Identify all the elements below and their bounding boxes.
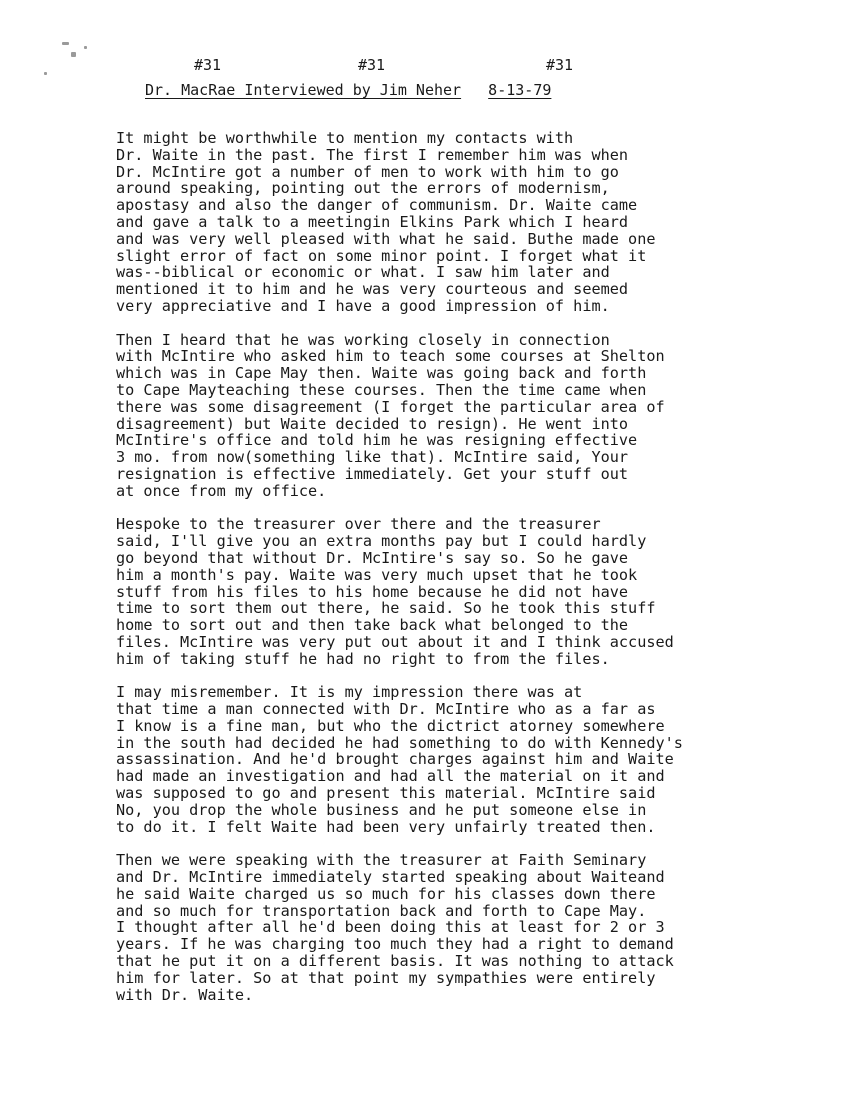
paragraph-5: Then we were speaking with the treasurer at Faith Seminary and Dr. McIntire immediately started speaking about Waiteand he said Waite charged us so much for his classes down there and so much for transportation back and forth to Cape May. I thought after all he'd been doing this at least for 2 or 3 years. If he was charging too much they had a right to demand that he put it on a different basis. It was nothing to attack him for later. So at that point my sympathies were entirely with Dr. Waite. (116, 851, 674, 1004)
paragraph-2: Then I heard that he was working closely in connection with McIntire who asked him to teach some courses at Shelton which was in Cape May then. Waite was going back and forth to Cape Mayteaching these courses. Then the time came when there was some disagreement (I forget the particular area of disagreement) but Waite decided to resign). He went into McIntire's office and told him he was resigning effective 3 mo. from now(something like that). McIntire said, Your resignation is effective immediately. Get your stuff out at once from my office. (116, 330, 665, 500)
scan-speck-1 (62, 42, 69, 45)
document-body (116, 130, 776, 1020)
page-mark-left: #31 (194, 56, 222, 74)
paragraph-4: I may misremember. It is my impression there was at that time a man connected with Dr. McIntire who as a far as I know is a fine man, but who the dictrict atorney somewhere in the south had decided he had something to do with Kennedy's assassination. And he'd brought charges against him and Waite had made an investigation and had all the material on it and was supposed to go and present this material. McIntire said No, you drop the whole business and he put someone else in to do it. I felt Waite had been very unfairly treated then. (116, 683, 683, 836)
scan-speck-4 (44, 72, 47, 75)
paragraph-1: It might be worthwhile to mention my contacts with Dr. Waite in the past. The first I remember him was when Dr. McIntire got a number of men to work with him to go around speaking, pointing out the errors of modernism, apostasy and also the danger of communism. Dr. Waite came and gave a talk to a meetingin Elkins Park which I heard and was very well pleased with what he said. Buthe made one slight error of fact on some minor point. I forget what it was--biblical or economic or what. I saw him later and mentioned it to him and he was very courteous and seemed very appreciative and I have a good impression of him. (116, 129, 656, 315)
scan-speck-2 (71, 52, 76, 57)
paragraph-3: Hespoke to the treasurer over there and the treasurer said, I'll give you an extra months pay but I could hardly go beyond that without Dr. McIntire's say so. So he gave him a month's pay. Waite was very much upset that he took stuff from his files to his home because he did not have time to sort them out there, he said. So he took this stuff home to sort out and then take back what belonged to the files. McIntire was very put out about it and I think accused him of taking stuff he had no right to from the files. (116, 515, 674, 668)
scan-speck-3 (84, 46, 87, 49)
heading-date: 8-13-79 (488, 81, 552, 99)
page-mark-center: #31 (358, 56, 386, 74)
document-heading (145, 81, 551, 99)
heading-title: Dr. MacRae Interviewed by Jim Neher (145, 81, 462, 99)
page-mark-right: #31 (546, 56, 574, 74)
